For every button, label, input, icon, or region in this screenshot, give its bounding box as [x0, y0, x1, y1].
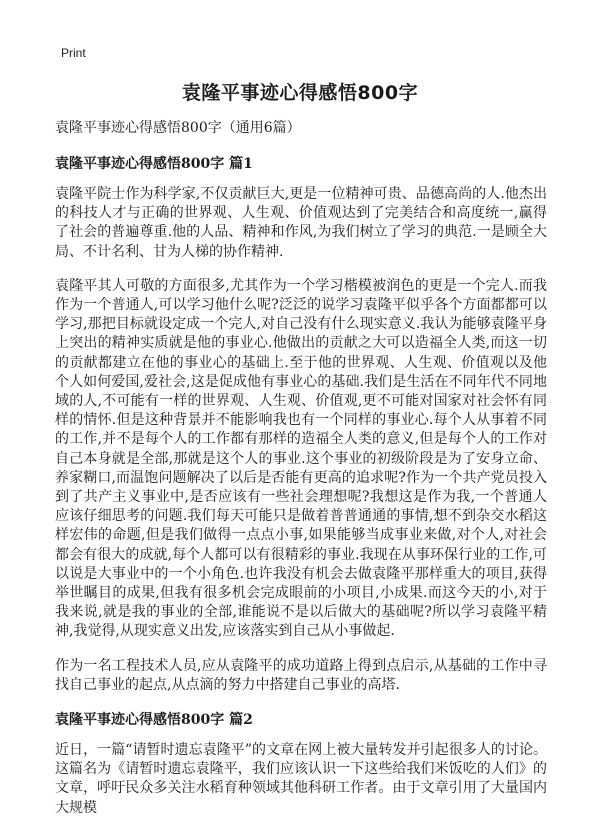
- paragraph: 袁隆平院士作为科学家,不仅贡献巨大,更是一位精神可贵、品德高尚的人.他杰出的科技人才与正确的世界观、人生观、价值观达到了完美结合和高度统一,赢得了社会的普遍尊重.他的人品、精神和作风,为我们树立了学习的典范.一是顾全大局、不计名利、甘为人梯的协作精神.: [55, 186, 547, 260]
- document-subtitle: 袁隆平事迹心得感悟800字（通用6篇）: [55, 120, 301, 136]
- print-link[interactable]: Print: [61, 46, 86, 60]
- page-title: 袁隆平事迹心得感悟800字: [181, 82, 419, 104]
- paragraph: 袁隆平其人可敬的方面很多,尤其作为一个学习楷模被润色的更是一个完人.而我作为一个普通人,可以学习他什么呢?泛泛的说学习袁隆平似乎各个方面都都可以学习,那把目标就设定成一个完人,对自己没有什么现实意义.我认为能够袁隆平身上突出的精神实质就是他的事业心.他做出的贡献之大可以造福全人类,而这一切的贡献都建立在他的事业心的基础上.至于他的世界观、人生观、价值观以及他个人如何爱国,爱社会,这是促成他有事业心的基础.我们是生活在不同年代不同地域的人,不可能有一样的世界观、人生观、价值观,更不可能对国家对社会怀有同样的情怀.但是这种背景并不能影响我也有一个同样的事业心.每个人从事着不同的工作,并不是每个人的工作都有那样的造福全人类的意义,但是每个人的工作对自己本身就是全部,那就是这个人的事业.这个事业的初级阶段是为了安身立命、养家糊口,而温饱问题解决了以后是否能有更高的追求呢?作为一个共产党员投入到了共产主义事业中,是否应该有一些社会理想呢?我想这是作为我,一个普通人应该仔细思考的问题.我们每天可能只是做着普普通通的事情,想不到杂交水稻这样宏伟的命题,但是我们做得一点点小事,如果能够当成事业来做,对个人,对社会都会有很大的成就,每个人都可以有很精彩的事业.我现在从事环保行业的工作,可以说是大事业中的一个小角色.也许我没有机会去做袁隆平那样重大的项目,获得举世瞩目的成果,但我有很多机会完成眼前的小项目,小成果.而这今天的小,对于我来说,就是我的事业的全部,谁能说不是以后做大的基础呢?所以学习袁隆平精神,我觉得,从现实意义出发,应该落实到自己从小事做起.: [55, 277, 547, 640]
- document-body: [55, 118, 547, 833]
- section-heading-1: 袁隆平事迹心得感悟800字 篇1: [55, 156, 253, 172]
- section-heading-2: 袁隆平事迹心得感悟800字 篇2: [55, 712, 253, 729]
- paragraph: 作为一名工程技术人员,应从袁隆平的成功道路上得到点启示,从基础的工作中寻找自己事业的起点,从点滴的努力中搭建自己事业的高塔.: [55, 657, 547, 693]
- paragraph: 近日，一篇“请暂时遗忘袁隆平”的文章在网上被大量转发并引起很多人的讨论。这篇名为《请暂时遗忘袁隆平，我们应该认识一下这些给我们米饭吃的人们》的文章，呼吁民众多关注水稻育种领域其他科研工作者。由于文章引用了大量国内大规模: [55, 742, 547, 816]
